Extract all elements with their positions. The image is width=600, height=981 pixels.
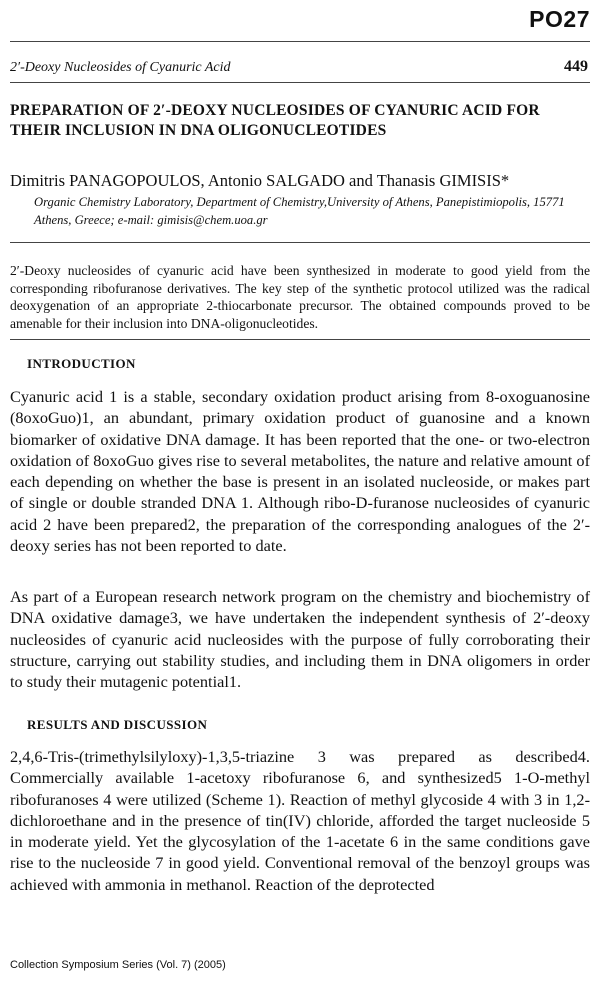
top-rule (10, 41, 590, 42)
running-title: 2′-Deoxy Nucleosides of Cyanuric Acid (10, 60, 231, 75)
results-heading: RESULTS AND DISCUSSION (27, 717, 208, 732)
paper-code: PO27 (529, 6, 590, 32)
footer-citation: Collection Symposium Series (Vol. 7) (2005) (10, 959, 226, 971)
abstract: 2′-Deoxy nucleosides of cyanuric acid have been synthesized in moderate to good yield from the corresponding ribofuranose derivatives. The key step of the synthetic protocol utilized was the radical deoxygenation of an appropriate 2-thiocarbonate precursor. The obtained compounds proved to be amenable for their inclusion into DNA-oligonucleotides. (10, 263, 590, 331)
results-paragraph-1: 2,4,6-Tris-(trimethylsilyloxy)-1,3,5-triazine 3 was prepared as described4. Commercially available 1-acetoxy ribofuranose 6, and synthesized5 1-O-methyl ribofuranoses 4 were utilized (Scheme 1). Reaction of methyl glycoside 4 with 3 in 1,2-dichloroethane and in the presence of tin(IV) chloride, afforded the target nucleoside 5 in moderate yield. Yet the glycosylation of the 1-acetate 6 in the same conditions gave rise to the nucleoside 7 in good yield. Conventional removal of the benzoyl groups was achieved with ammonia in methanol. Reaction of the deprotected (10, 747, 590, 894)
affiliation: Organic Chemistry Laboratory, Department of Chemistry,University of Athens, Panepistimiopolis, 15771 Athens, Greece; e-mail: gimisis@chem.uoa.gr (34, 195, 565, 227)
article-title: PREPARATION OF 2′-DEOXY NUCLEOSIDES OF CYANURIC ACID FOR THEIR INCLUSION IN DNA OLIGONUCLEOTIDES (10, 102, 540, 139)
introduction-heading: INTRODUCTION (27, 356, 136, 371)
abstract-top-rule (10, 242, 590, 243)
abstract-bottom-rule (10, 339, 590, 340)
introduction-paragraph-2: As part of a European research network program on the chemistry and biochemistry of DNA oxidative damage3, we have undertaken the independent synthesis of 2′-deoxy nucleosides of cyanuric acid nucleosides with the purpose of fully corroborating their structure, carrying out stability studies, and including them in DNA oligomers in order to study their mutagenic potential1. (10, 587, 590, 692)
author-list: Dimitris PANAGOPOULOS, Antonio SALGADO and Thanasis GIMISIS* (10, 171, 510, 190)
introduction-paragraph-1: Cyanuric acid 1 is a stable, secondary oxidation product arising from 8-oxoguanosine (8oxoGuo)1, an abundant, primary oxidation product of guanosine and a known biomarker of oxidative DNA damage. It has been reported that the one- or two-electron oxidation of 8oxoGuo gives rise to several metabolites, the nature and relative amount of each depending on whether the base is present in an isolated nucleoside, or makes part of single or double stranded DNA 1. Although ribo-D-furanose nucleosides of cyanuric acid 2 have been prepared2, the preparation of the corresponding analogues of the 2′-deoxy series has not been reported to date. (10, 387, 590, 556)
page-number: 449 (564, 58, 588, 75)
header-rule (10, 82, 590, 83)
